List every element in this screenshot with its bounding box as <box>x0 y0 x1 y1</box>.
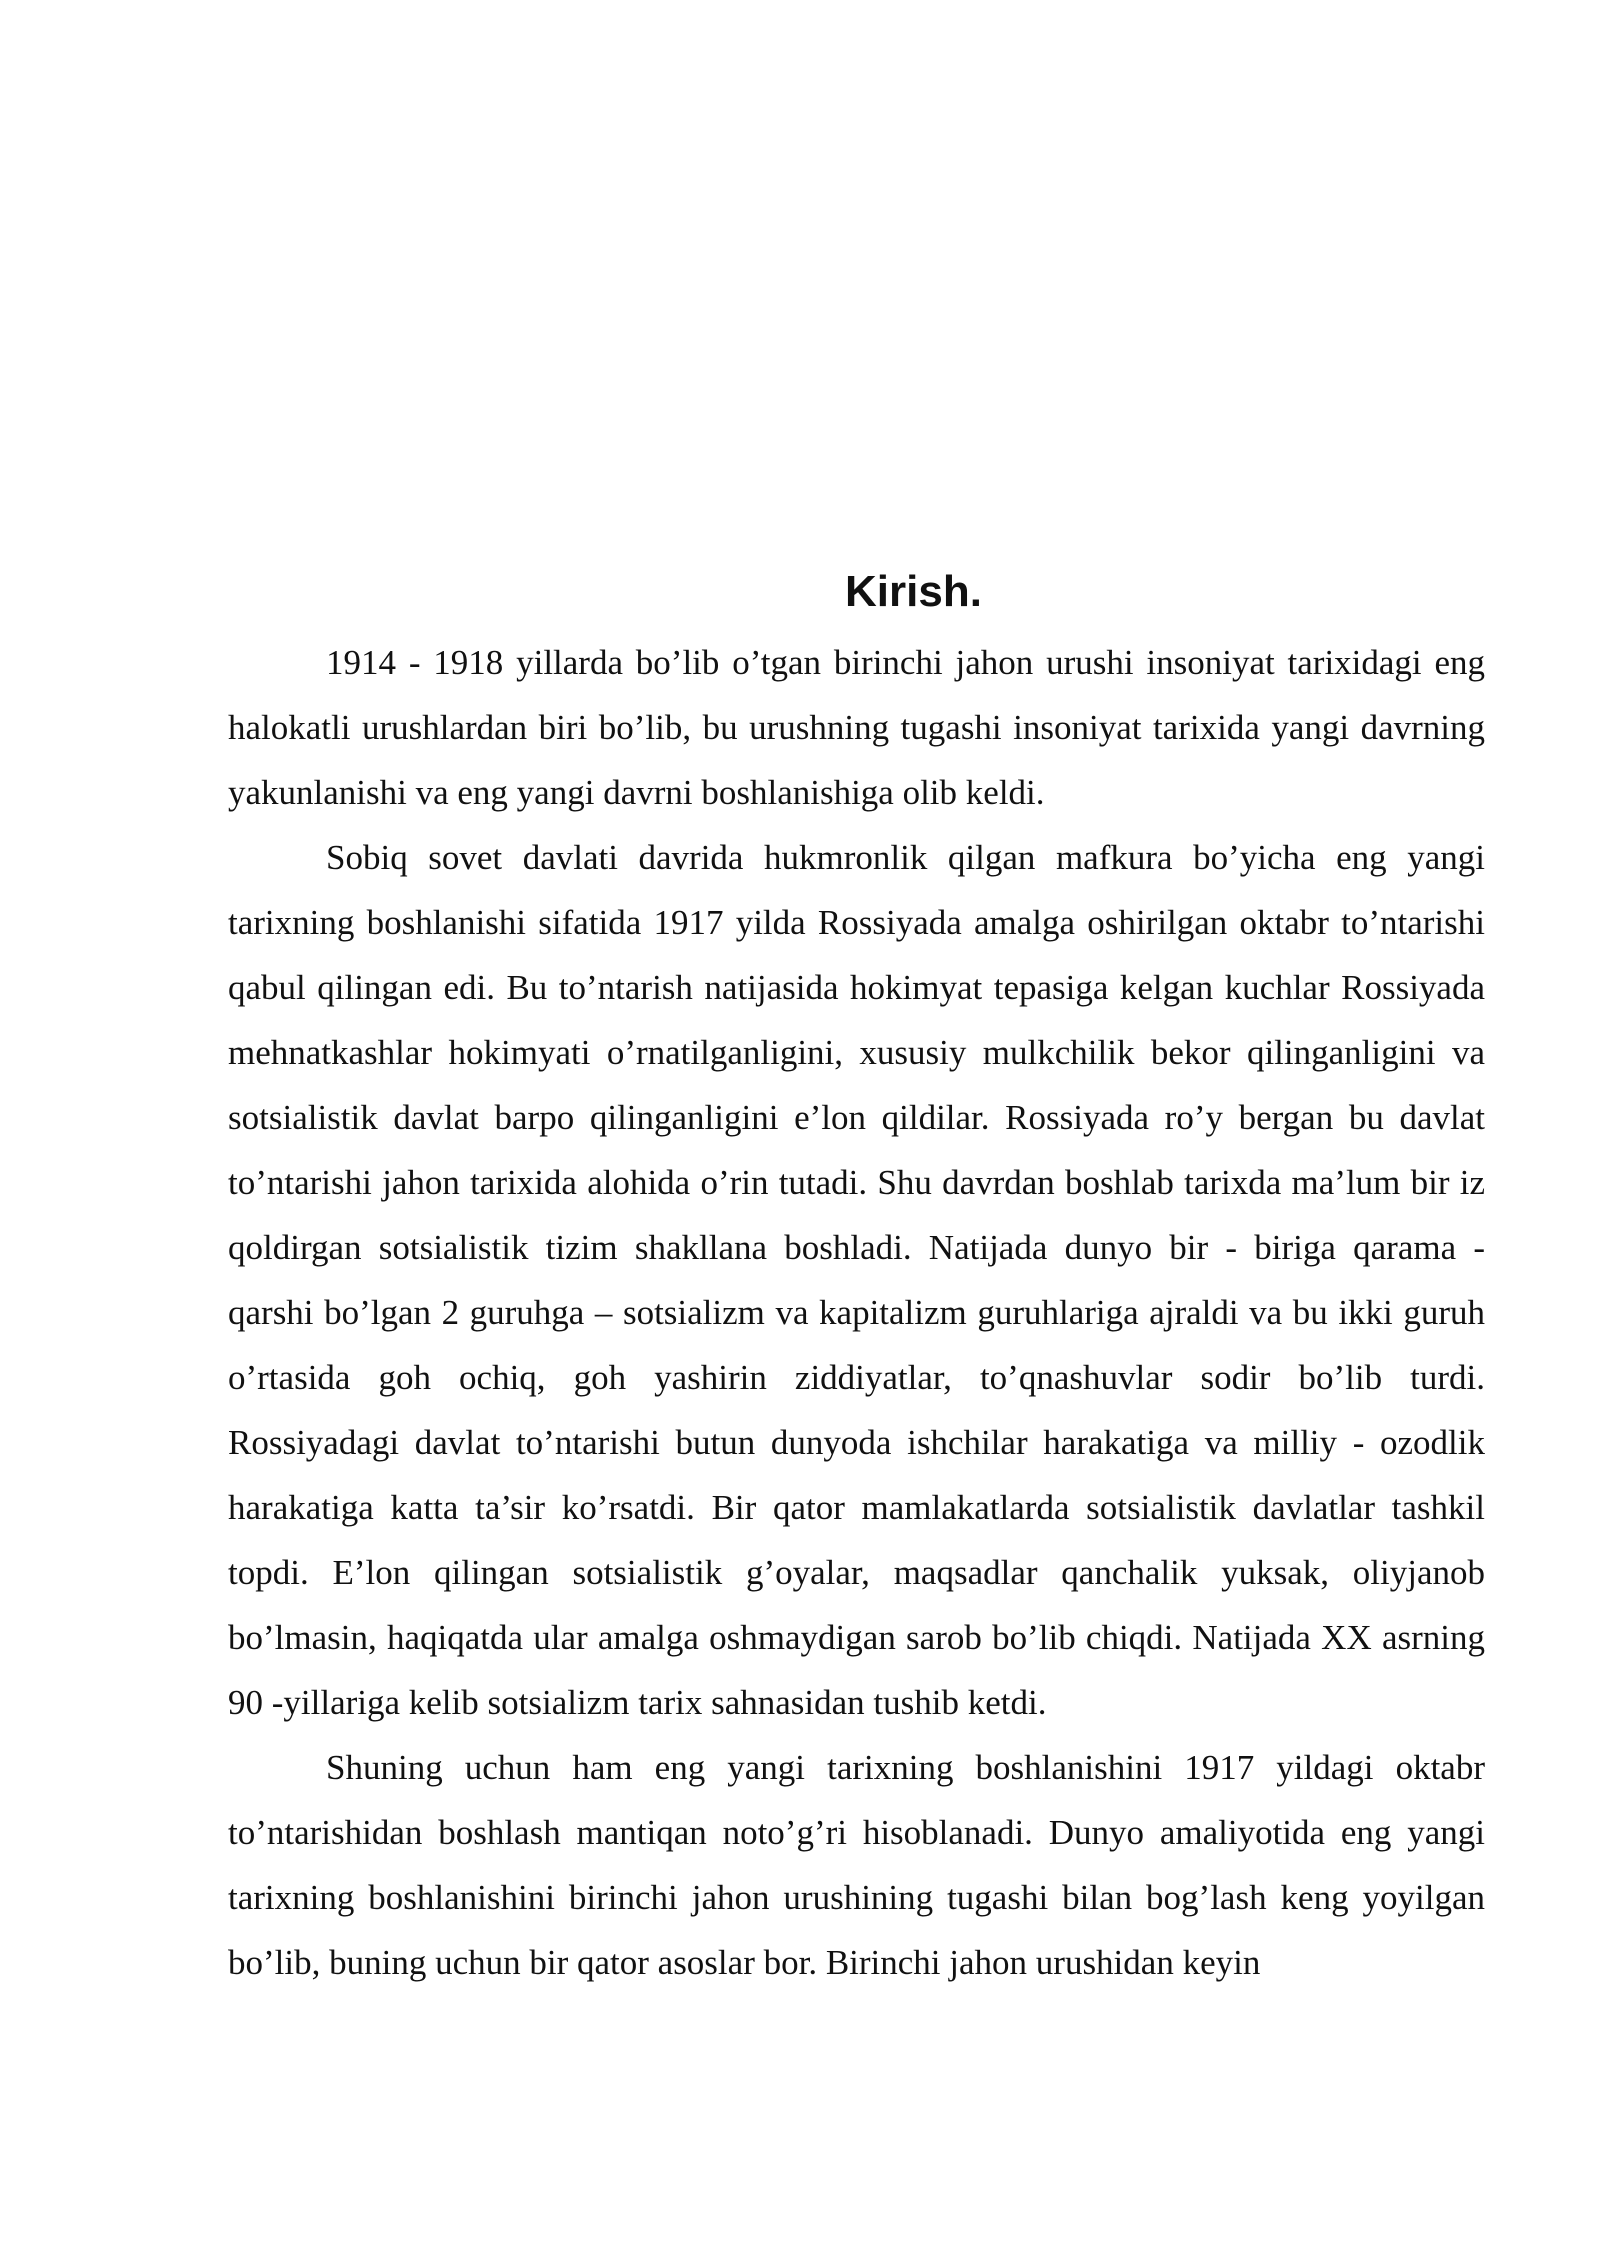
document-title: Kirish. <box>845 567 982 616</box>
paragraph: 1914 - 1918 yillarda bo’lib o’tgan birinchi jahon urushi insoniyat tarixidagi eng halokatli urushlardan biri bo’lib, bu urushning tugashi insoniyat tarixida yangi davrning yakunlanishi va eng yangi davrni boshlanishiga olib keldi. <box>228 643 1485 812</box>
paragraph: Shuning uchun ham eng yangi tarixning boshlanishini 1917 yildagi oktabr to’ntarishidan boshlash mantiqan noto’g’ri hisoblanadi. Dunyo amaliyotida eng yangi tarixning boshlanishini birinchi jahon urushining tugashi bilan bog’lash keng yoyilgan bo’lib, buning uchun bir qator asoslar bor. Birinchi jahon urushidan keyin <box>228 1748 1485 1982</box>
paragraph: Sobiq sovet davlati davrida hukmronlik qilgan mafkura bo’yicha eng yangi tarixning boshlanishi sifatida 1917 yilda Rossiyada amalga oshirilgan oktabr to’ntarishi qabul qilingan edi. Bu to’ntarish natijasida hokimyat tepasiga kelgan kuchlar Rossiyada mehnatkashlar hokimyati o’rnatilganligini, xususiy mulkchilik bekor qilinganligini va sotsialistik davlat barpo qilinganligini e’lon qildilar. Rossiyada ro’y bergan bu davlat to’ntarishi jahon tarixida alohida o’rin tutadi. Shu davrdan boshlab tarixda ma’lum bir iz qoldirgan sotsialistik tizim shakllana boshladi. Natijada dunyo bir - biriga qarama - qarshi bo’lgan 2 guruhga – sotsializm va kapitalizm guruhlariga ajraldi va bu ikki guruh o’rtasida goh ochiq, goh yashirin ziddiyatlar, to’qnashuvlar sodir bo’lib turdi. Rossiyadagi davlat to’ntarishi butun dunyoda ishchilar harakatiga va milliy - ozodlik harakatiga katta ta’sir ko’rsatdi. Bir qator mamlakatlarda sotsialistik davlatlar tashkil topdi. E’lon qilingan sotsialistik g’oyalar, maqsadlar qanchalik yuksak, oliyjanob bo’lmasin, haqiqatda ular amalga oshmaydigan sarob bo’lib chiqdi. Natijada XX asrning 90 -yillariga kelib sotsializm tarix sahnasidan tushib ketdi. <box>228 838 1485 1722</box>
document-body <box>228 560 1485 1995</box>
